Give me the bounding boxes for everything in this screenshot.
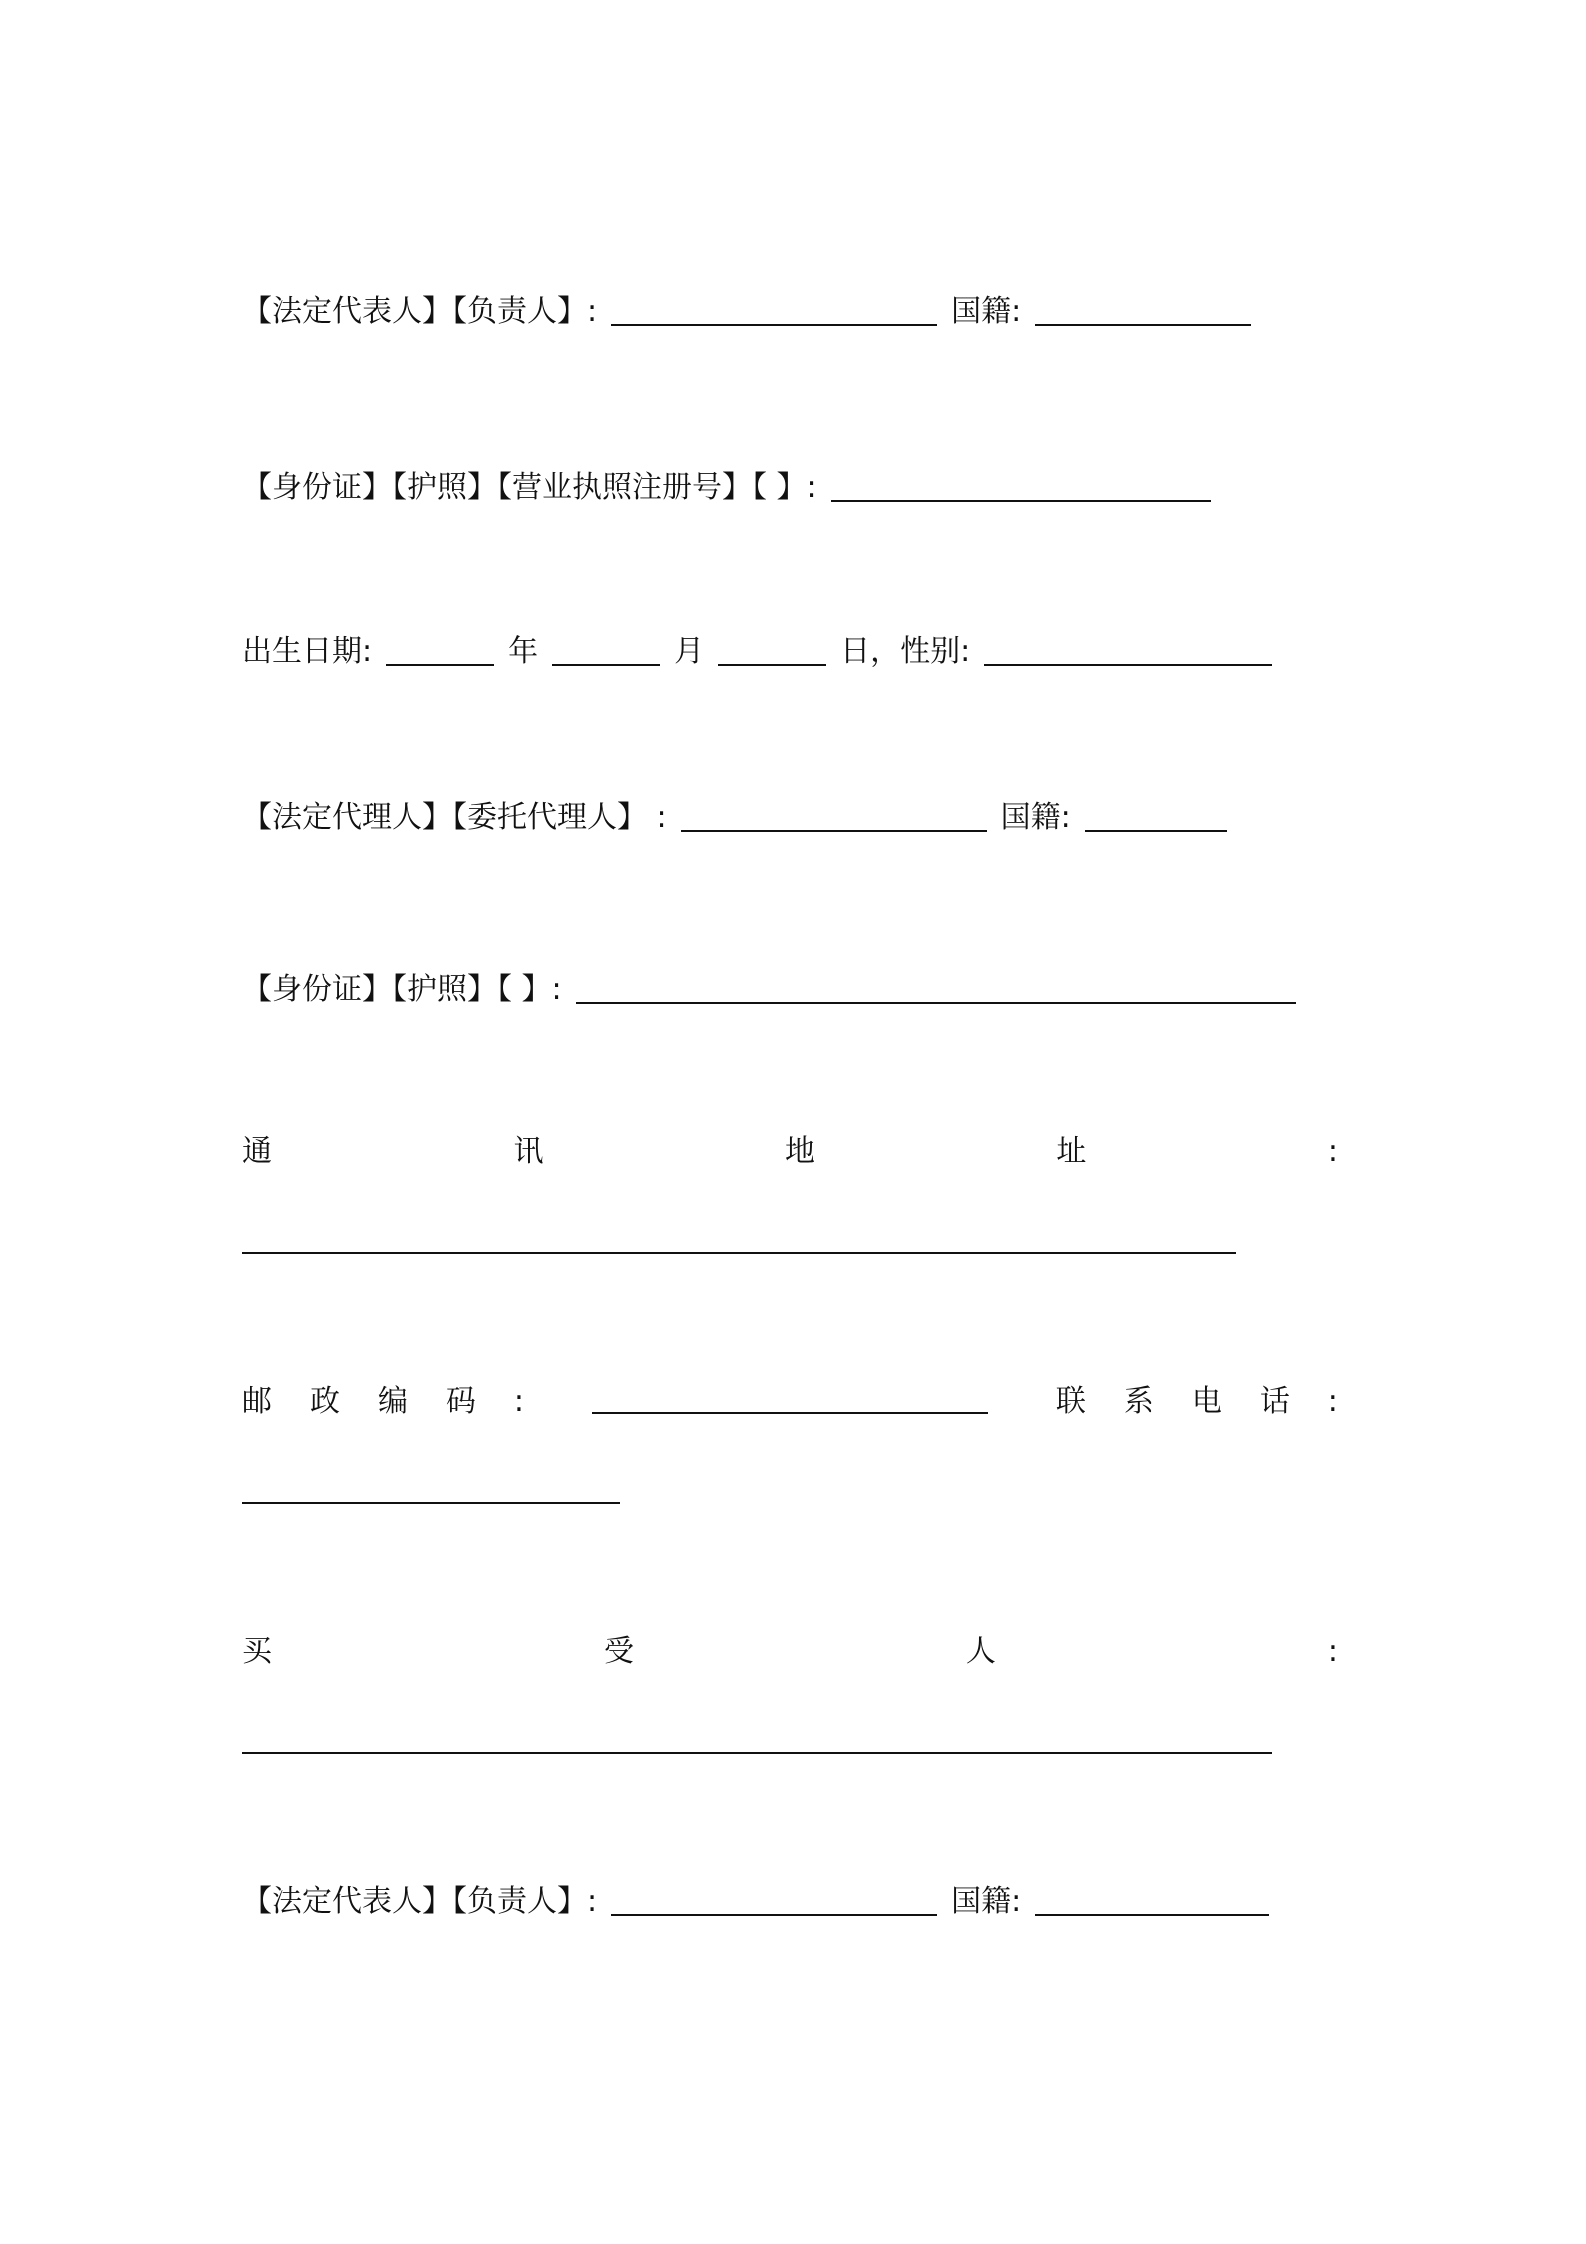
buyer-char: 人 (965, 1634, 996, 1669)
seller-id-row (242, 468, 1225, 508)
phone-blank[interactable] (242, 1502, 620, 1504)
day-gender-label: 日，性别: (840, 634, 971, 669)
buyer-row (242, 1632, 1338, 1672)
seller-representative-row (242, 292, 1265, 332)
address-char: 地 (784, 1134, 815, 1169)
month-label: 月 (674, 634, 705, 669)
seller-nationality-blank[interactable] (1035, 294, 1251, 326)
birth-date-row (242, 632, 1286, 672)
address-char: 通 (242, 1134, 272, 1169)
agent-label: 【法定代理人】【委托代理人】 : (242, 800, 667, 835)
buyer-representative-blank[interactable] (611, 1884, 937, 1916)
phone-char: 系 (1123, 1384, 1154, 1419)
birth-day-blank[interactable] (718, 634, 826, 666)
year-label: 年 (508, 634, 539, 669)
phone-colon: : (1327, 1384, 1338, 1419)
buyer-colon: : (1327, 1634, 1338, 1669)
phone-char: 联 (1055, 1384, 1086, 1419)
address-row (242, 1132, 1338, 1172)
buyer-nationality-blank[interactable] (1035, 1884, 1269, 1916)
buyer-char: 受 (603, 1634, 634, 1669)
agent-blank[interactable] (681, 800, 987, 832)
gender-blank[interactable] (984, 634, 1272, 666)
birth-year-blank[interactable] (386, 634, 494, 666)
postcode-char: 政 (309, 1384, 340, 1419)
address-char: 讯 (513, 1134, 544, 1169)
address-colon: : (1327, 1134, 1338, 1169)
agent-id-row (242, 970, 1310, 1010)
buyer-representative-label: 【法定代表人】【负责人】: (242, 1884, 598, 1919)
postcode-char: 编 (377, 1384, 408, 1419)
address-char: 址 (1056, 1134, 1087, 1169)
agent-id-blank[interactable] (576, 972, 1296, 1004)
buyer-nationality-label: 国籍: (951, 1884, 1022, 1919)
buyer-representative-row (242, 1882, 1283, 1922)
postcode-char: 码 (445, 1384, 476, 1419)
seller-representative-blank[interactable] (611, 294, 937, 326)
seller-representative-label: 【法定代表人】【负责人】: (242, 294, 598, 329)
seller-nationality-label: 国籍: (951, 294, 1022, 329)
phone-char: 电 (1191, 1384, 1222, 1419)
agent-id-label: 【身份证】【护照】【 】: (242, 972, 562, 1007)
birth-date-label: 出生日期: (242, 634, 373, 669)
postcode-colon: : (513, 1384, 524, 1419)
address-blank[interactable] (242, 1252, 1236, 1254)
agent-nationality-blank[interactable] (1085, 800, 1227, 832)
postcode-char: 邮 (242, 1384, 272, 1419)
phone-char: 话 (1259, 1384, 1290, 1419)
postcode-blank[interactable] (592, 1382, 988, 1414)
buyer-blank[interactable] (242, 1752, 1272, 1754)
agent-nationality-label: 国籍: (1000, 800, 1071, 835)
buyer-char: 买 (242, 1634, 272, 1669)
agent-row (242, 798, 1241, 838)
postcode-phone-row (242, 1382, 1338, 1422)
seller-id-label: 【身份证】【护照】【营业执照注册号】【 】: (242, 470, 817, 505)
birth-month-blank[interactable] (552, 634, 660, 666)
seller-id-blank[interactable] (831, 470, 1211, 502)
